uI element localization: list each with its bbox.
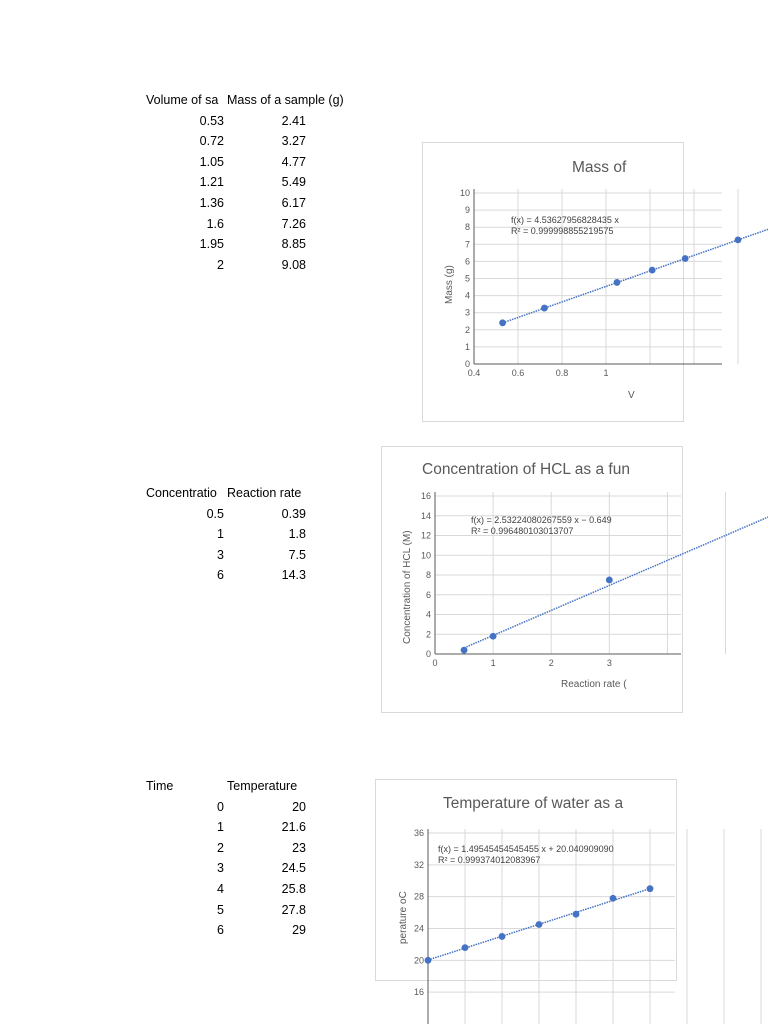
- data-point: [573, 911, 580, 918]
- table-header-row: [146, 90, 386, 111]
- cell-y: 20: [292, 799, 306, 814]
- x-tick-label: 0: [432, 658, 438, 668]
- data-point: [649, 267, 656, 274]
- table-row: [146, 879, 386, 900]
- chart-mass[interactable]: [422, 142, 635, 422]
- data-point: [462, 944, 469, 951]
- chart-concentration[interactable]: [381, 446, 632, 713]
- header-time: Time: [146, 779, 174, 793]
- x-tick-label: 1: [490, 658, 496, 668]
- data-point: [682, 255, 689, 262]
- table-row: [146, 858, 386, 879]
- data-point: [614, 279, 621, 286]
- data-point: [541, 305, 548, 312]
- y-tick-label: 2: [425, 629, 431, 640]
- cell-y: 2.41: [281, 113, 306, 128]
- cell-y: 21.6: [281, 820, 306, 835]
- cell-y: 23: [292, 840, 306, 855]
- table-row: [146, 131, 386, 152]
- header-mass: Mass of a sample (g): [227, 93, 344, 107]
- data-point: [606, 577, 613, 584]
- table-row: [146, 817, 386, 838]
- y-tick-label: 14: [420, 510, 431, 521]
- x-tick-label: 3: [606, 658, 612, 668]
- y-tick-label: 20: [413, 955, 424, 966]
- table-row: [146, 524, 386, 545]
- table-row: [146, 838, 386, 859]
- cell-x: 6: [217, 568, 224, 583]
- x-axis-label: V: [628, 390, 635, 401]
- x-axis-label: Reaction rate (: [561, 679, 627, 690]
- y-tick-label: 6: [425, 589, 431, 600]
- cell-x: 1: [217, 527, 224, 542]
- cell-y: 8.85: [281, 237, 306, 252]
- table-row: [146, 545, 386, 566]
- y-tick-label: 2: [464, 324, 470, 335]
- table-row: [146, 900, 386, 921]
- x-tick-label: 0.6: [511, 368, 525, 378]
- x-tick-label: 2: [548, 658, 554, 668]
- cell-x: 1.05: [199, 154, 224, 169]
- table-row: [146, 565, 386, 586]
- table-time-temperature: [146, 776, 386, 941]
- trendline-equation: f(x) = 2.53224080267559 x − 0.649: [471, 515, 612, 525]
- table-volume-mass: [146, 90, 386, 275]
- table-row: [146, 214, 386, 235]
- cell-y: 7.26: [281, 216, 306, 231]
- y-tick-label: 28: [413, 891, 424, 902]
- chart-temperature[interactable]: [375, 779, 632, 998]
- cell-x: 0.5: [206, 506, 224, 521]
- y-tick-label: 8: [425, 570, 431, 580]
- cell-x: 1.21: [199, 175, 224, 190]
- x-tick-label: 0.4: [467, 368, 481, 378]
- cell-y: 0.39: [281, 506, 306, 521]
- data-point: [461, 647, 468, 654]
- chart-mass-svg: [422, 142, 635, 422]
- cell-x: 6: [217, 923, 224, 938]
- table-row: [146, 172, 386, 193]
- cell-y: 5.49: [281, 175, 306, 190]
- table-header-row: [146, 483, 386, 504]
- trendline-equation: f(x) = 4.53627956828435 x: [511, 215, 619, 225]
- header-volume: Volume of sa: [146, 93, 219, 107]
- cell-x: 1.6: [206, 216, 224, 231]
- table-row: [146, 111, 386, 132]
- y-tick-label: 6: [464, 256, 470, 267]
- cell-x: 3: [217, 547, 224, 562]
- y-tick-label: 8: [464, 222, 470, 233]
- cell-y: 6.17: [281, 195, 306, 210]
- trendline-r-squared: R² = 0.999374012083967: [438, 855, 541, 865]
- cell-x: 0.53: [199, 113, 224, 128]
- table-row: [146, 234, 386, 255]
- cell-x: 0: [217, 799, 224, 814]
- y-axis-label: perature oC: [398, 891, 409, 944]
- y-tick-label: 10: [420, 550, 431, 561]
- chart-title: Concentration of HCL as a fun: [422, 461, 630, 478]
- y-tick-label: 36: [413, 828, 424, 838]
- cell-y: 29: [292, 923, 306, 938]
- cell-x: 4: [217, 881, 224, 896]
- trendline-equation: f(x) = 1.49545454545455 x + 20.040909090: [438, 844, 614, 854]
- y-axis-label: Mass (g): [444, 265, 455, 304]
- table-row: [146, 152, 386, 173]
- y-tick-label: 0: [425, 649, 431, 659]
- y-tick-label: 9: [464, 205, 470, 216]
- table-row: [146, 255, 386, 276]
- data-point: [536, 921, 543, 928]
- y-tick-label: 4: [425, 609, 431, 620]
- cell-x: 1.36: [199, 195, 224, 210]
- cell-y: 9.08: [281, 257, 306, 272]
- data-point: [490, 633, 497, 640]
- cell-y: 3.27: [281, 134, 306, 149]
- y-tick-label: 1: [464, 341, 470, 352]
- table-header-row: [146, 776, 386, 797]
- y-tick-label: 16: [413, 987, 424, 998]
- table-row: [146, 920, 386, 941]
- y-tick-label: 7: [464, 239, 470, 250]
- data-point: [425, 957, 432, 964]
- data-point: [647, 885, 654, 892]
- table-row: [146, 504, 386, 525]
- header-concentration: Concentratio: [146, 486, 217, 500]
- data-point: [499, 319, 506, 326]
- cell-y: 25.8: [281, 881, 306, 896]
- y-tick-label: 4: [464, 290, 470, 301]
- cell-x: 0.72: [199, 134, 224, 149]
- y-tick-label: 0: [464, 359, 470, 369]
- cell-y: 27.8: [281, 902, 306, 917]
- table-row: [146, 193, 386, 214]
- table-concentration-rate: [146, 483, 386, 586]
- cell-x: 1.95: [199, 237, 224, 252]
- chart-title: Mass of: [572, 159, 627, 176]
- chart-title: Temperature of water as a: [443, 795, 624, 812]
- y-tick-label: 12: [420, 530, 431, 541]
- cell-y: 14.3: [281, 568, 306, 583]
- y-axis-label: Concentration of HCL (M): [402, 530, 413, 644]
- data-point: [499, 933, 506, 940]
- cell-x: 2: [217, 840, 224, 855]
- cell-y: 4.77: [281, 154, 306, 169]
- data-point: [610, 895, 617, 902]
- chart-concentration-svg: [381, 446, 632, 713]
- x-tick-label: 0.8: [555, 368, 569, 378]
- cell-x: 3: [217, 861, 224, 876]
- cell-x: 1: [217, 820, 224, 835]
- cell-y: 7.5: [288, 547, 306, 562]
- trendline-r-squared: R² = 0.999998855219575: [511, 226, 614, 236]
- trendline-r-squared: R² = 0.996480103013707: [471, 526, 574, 536]
- y-tick-label: 24: [413, 923, 424, 934]
- cell-x: 5: [217, 902, 224, 917]
- x-tick-label: 1: [603, 368, 609, 378]
- cell-x: 2: [217, 257, 224, 272]
- y-tick-label: 5: [464, 273, 470, 284]
- table-row: [146, 797, 386, 818]
- y-tick-label: 32: [413, 859, 424, 870]
- chart-temperature-svg: [375, 779, 632, 998]
- cell-y: 24.5: [281, 861, 306, 876]
- header-reaction-rate: Reaction rate: [227, 486, 302, 500]
- y-tick-label: 10: [459, 188, 470, 198]
- cell-y: 1.8: [288, 527, 306, 542]
- data-point: [735, 236, 742, 243]
- y-tick-label: 16: [420, 491, 431, 501]
- y-tick-label: 3: [464, 307, 470, 318]
- header-temperature: Temperature: [227, 779, 298, 793]
